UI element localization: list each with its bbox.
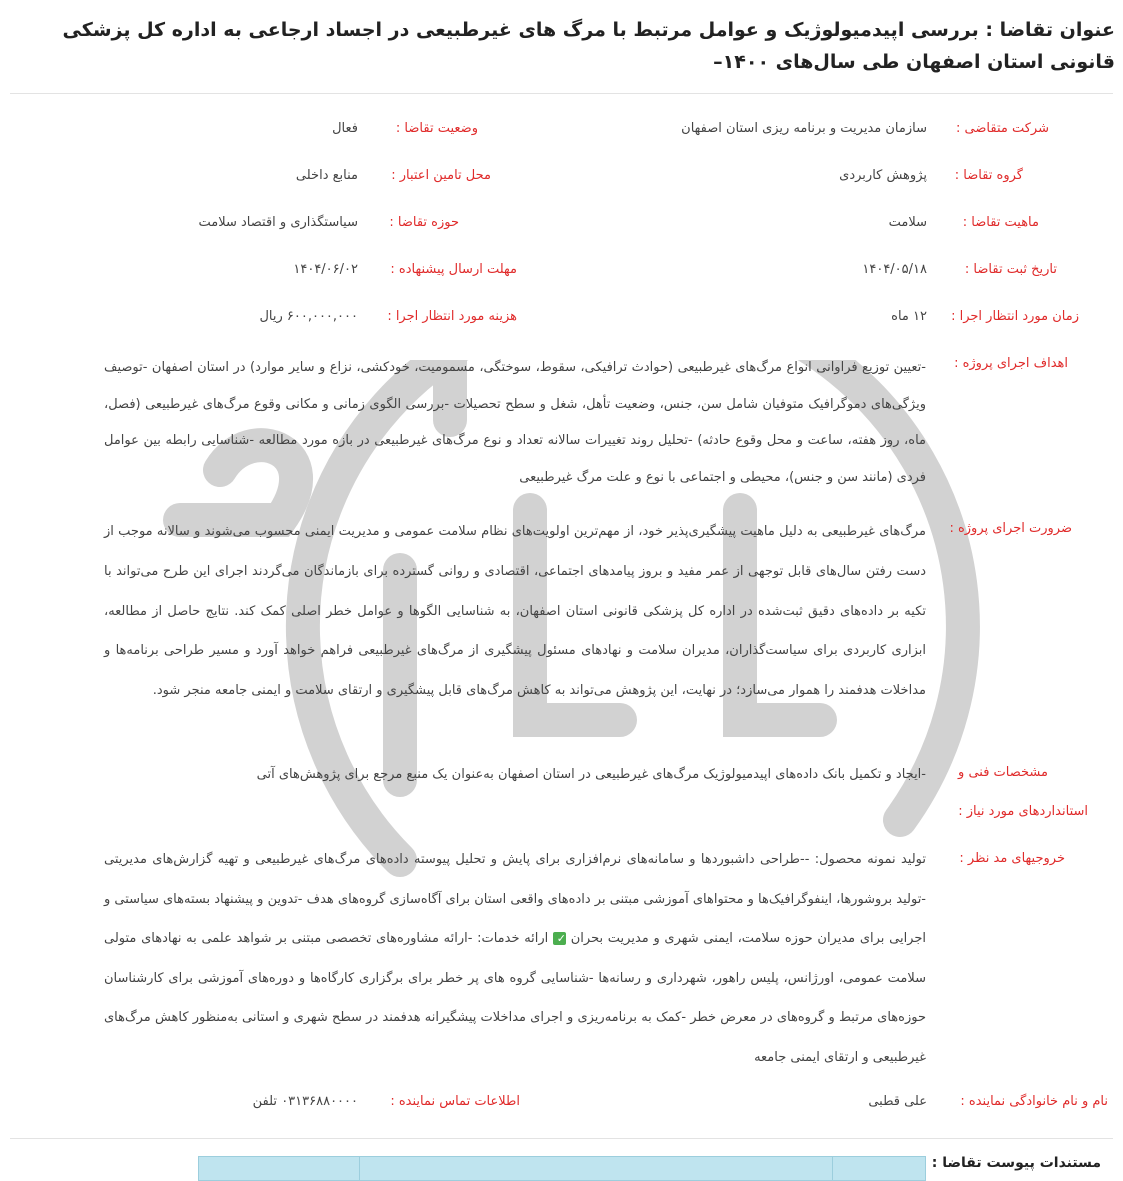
goals-label: اهداف اجرای پروژه : [954, 356, 1068, 371]
field-duration-value: ۱۲ ماه [891, 309, 927, 324]
attachments-label: مستندات پیوست تقاضا : [931, 1155, 1101, 1171]
field-status-label: وضعیت تقاضا : [395, 121, 478, 136]
field-company-label: شرکت متقاضی : [956, 121, 1049, 136]
specs-text: -ایجاد و تکمیل بانک داده‌های اپیدمیولوژیک مرگ‌های غیرطبیعی در استان اصفهان به‌عنوان یک منبع مرجع برای پژوهش‌های آتی [256, 767, 926, 782]
field-nature-value: سلامت [888, 215, 927, 230]
outputs-text-part2: ارائه خدمات: -ارائه مشاوره‌های تخصصی مبتنی بر شواهد علمی به نهادهای متولی سلامت عمومی، اورژانس، پلیس راهور، شهرداری و رسانه‌ها -شناسایی گروه های پر خطر برای برگزاری کارگاه‌ها و دوره‌های آموزشی برای کارشناسان حوزه‌های مرتبط و گروه‌های در معرض خطر -کمک به برنامه‌ریزی و اجرای مداخلات پیشگیرانه هدفمند در سطح شهری و استانی به‌منظور کاهش مرگ‌های غیرطبیعی و ارتقای ایمنی جامعه [104, 931, 926, 1065]
outputs-text [104, 840, 926, 1078]
field-group-value: پژوهش کاربردی [839, 168, 927, 183]
check-icon: ✓ [553, 932, 566, 945]
outputs-label: خروجیهای مد نظر : [959, 851, 1065, 866]
field-contact-label: اطلاعات تماس نماینده : [390, 1094, 520, 1109]
field-cost-label: هزینه مورد انتظار اجرا : [387, 309, 517, 324]
field-funding-value: منابع داخلی [295, 168, 358, 183]
attachments-column-divider [832, 1157, 833, 1180]
field-duration-label: زمان مورد انتظار اجرا : [951, 309, 1079, 324]
field-reg-date-value: ۱۴۰۴/۰۵/۱۸ [862, 262, 927, 277]
field-reg-date-label: تاریخ ثبت تقاضا : [964, 262, 1057, 277]
field-deadline-value: ۱۴۰۴/۰۶/۰۲ [293, 262, 358, 277]
bottom-divider [10, 1138, 1113, 1139]
field-representative-label: نام و نام خانوادگی نماینده : [960, 1094, 1108, 1109]
field-group-label: گروه تقاضا : [954, 168, 1023, 183]
attachments-column-divider [359, 1157, 360, 1180]
field-company-value: سازمان مدیریت و برنامه ریزی استان اصفهان [681, 121, 927, 136]
goals-text: -تعیین توزیع فراوانی انواع مرگ‌های غیرطبیعی (حوادث ترافیکی، سقوط، سوختگی، مسمومیت، خودکشی، نزاع و سایر موارد) در استان اصفهان -توصیف ویژگی‌های دموگرافیک متوفیان شامل سن، جنس، وضعیت تأهل، شغل و سطح تحصیلات -بررسی الگوی زمانی و مکانی وقوع مرگ‌های غیرطبیعی (فصل، ماه، روز هفته، ساعت و محل وقوع حادثه) -تحلیل روند تغییرات سالانه تعداد و نوع مرگ‌های غیرطبیعی در بازه مورد مطالعه -شناسایی رابطه بین عوامل فردی (مانند سن و جنس)، محیطی و اجتماعی با نوع و علت مرگ غیرطبیعی [104, 360, 926, 485]
page-title: عنوان تقاضا : بررسی اپیدمیولوژیک و عوامل مرتبط با مرگ های غیرطبیعی در اجساد ارجاعی به اداره کل پزشکی قانونی استان اصفهان طی سال‌های ۱۴۰۰– [62, 19, 1115, 73]
specs-label-line1: مشخصات فنی و [958, 765, 1048, 780]
field-domain-label: حوزه تقاضا : [389, 215, 459, 230]
field-status-value: فعال [332, 121, 358, 136]
field-representative-value: علی قطبی [868, 1094, 927, 1109]
specs-label-line2: استانداردهای مورد نیاز : [958, 804, 1088, 819]
necessity-text: مرگ‌های غیرطبیعی به دلیل ماهیت پیشگیری‌پذیر خود، از مهم‌ترین اولویت‌های نظام سلامت عمومی و مدیریت ایمنی محسوب می‌شوند و سالانه موجب از دست رفتن سال‌های قابل توجهی از عمر مفید و بروز پیامدهای اجتماعی، اقتصادی و روانی گسترده برای بازماندگان می‌گردند اجرای این طرح می‌تواند با تکیه بر داده‌های دقیق ثبت‌شده در اداره کل پزشکی قانونی استان اصفهان، به شناسایی الگوها و عوامل خطر اصلی کمک کند. نتایج حاصل از مطالعه، ابزاری کاربردی برای سیاست‌گذاران، مدیران سلامت و نهادهای مسئول پیشگیری از مرگ‌های غیرطبیعی فراهم خواهد آورد و مسیر طراحی برنامه‌ها و مداخلات هدفمند را هموار می‌سازد؛ در نهایت، این پژوهش می‌تواند به کاهش مرگ‌های قابل پیشگیری و ارتقای سلامت و ایمنی جامعه منجر شود. [104, 524, 926, 699]
outputs-text-part1: تولید نمونه محصول: --طراحی داشبوردها و سامانه‌های نرم‌افزاری برای پایش و تحلیل پیوسته داده‌های مرگ‌های غیرطبیعی و تهیه گزارش‌های مدیریتی -تولید بروشورها، اینفوگرافیک‌ها و محتواهای آموزشی مبتنی بر داده‌های واقعی استان برای آگاه‌سازی گروه‌های هدف -تدوین و پیشنهاد بسته‌های سیاستی و اجرایی برای مدیران حوزه سلامت، ایمنی شهری و مدیریت بحران [104, 852, 927, 947]
field-funding-label: محل تامین اعتبار : [391, 168, 491, 183]
field-deadline-label: مهلت ارسال پیشنهاده : [390, 262, 517, 277]
title-divider [10, 93, 1113, 94]
field-contact-value: ۰۳۱۳۶۸۸۰۰۰۰ تلفن [252, 1094, 358, 1109]
field-domain-value: سیاستگذاری و اقتصاد سلامت [198, 215, 358, 230]
field-nature-label: ماهیت تقاضا : [962, 215, 1039, 230]
field-cost-value: ۶۰۰,۰۰۰,۰۰۰ ریال [259, 309, 358, 324]
necessity-label: ضرورت اجرای پروژه : [949, 521, 1072, 536]
attachments-table-header [198, 1156, 926, 1181]
